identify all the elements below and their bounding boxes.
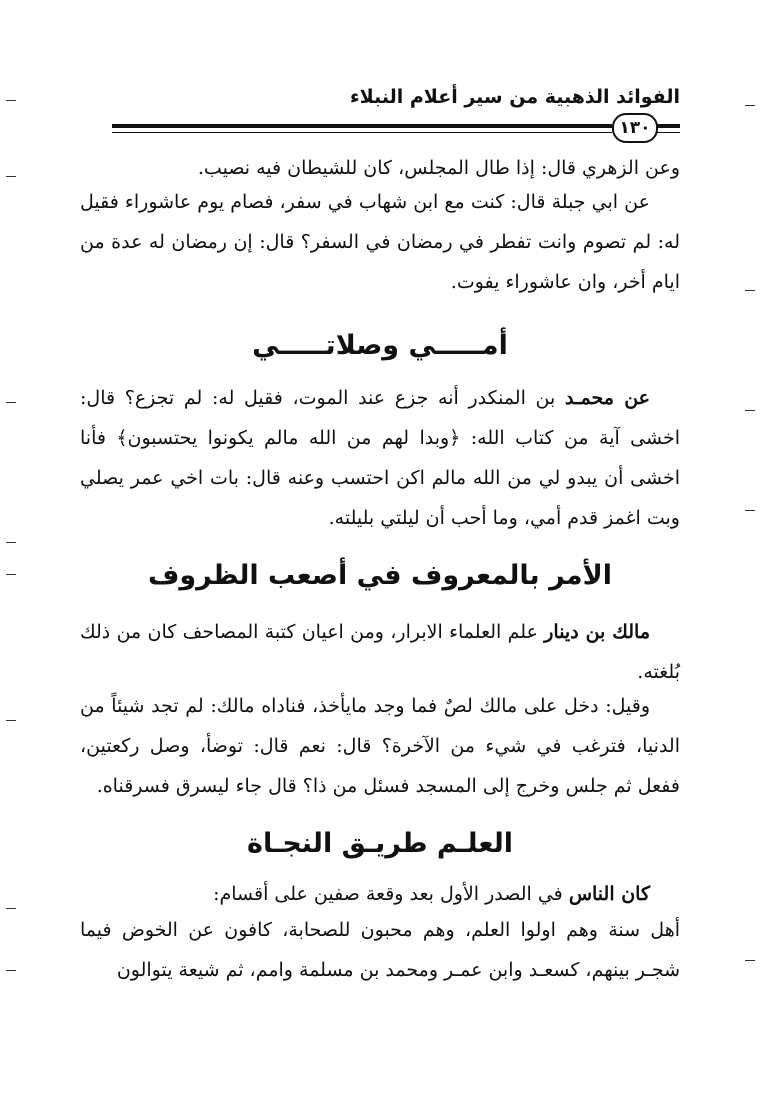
margin-tick — [6, 908, 16, 909]
margin-tick — [6, 542, 16, 543]
heading-knowledge-path: العلـم طريـق النجـاة — [247, 828, 513, 859]
paragraph-people-groups — [80, 874, 680, 914]
paragraph-munkadir — [80, 378, 680, 538]
paragraph-ahl-sunna: أهل سنة وهم اولوا العلم، وهم محبون للصحابة، كافون عن الخوض فيما شجـر بينهم، كسعـد وابن عمـر ومحمد بن مسلمة وامم، ثم شيعة يتوالون — [80, 919, 680, 981]
paragraph-munkadir-body: بن المنكدر أنه جزع عند الموت، فقيل له: لم تجزع؟ قال: اخشى آية من كتاب الله: ﴿وبدا لهم من الله مالم يكونوا يحتسبون﴾ فأنا اخشى أن يبدو لي من الله مالم اكن احتسب وعنه قال: بات اخي عمر يصلي وبت اغمز قدم أمي، وما أحب أن ليلتي بليلته. — [80, 387, 680, 529]
header-rule — [112, 124, 612, 128]
margin-tick — [6, 100, 16, 101]
page-number: ١٣٠ — [612, 113, 658, 143]
margin-tick — [6, 720, 16, 721]
margin-tick — [745, 960, 755, 961]
margin-tick — [745, 410, 755, 411]
margin-tick — [745, 510, 755, 511]
margin-tick — [6, 574, 16, 575]
margin-tick — [6, 970, 16, 971]
paragraph-people-lead: كان الناس — [568, 883, 650, 905]
paragraph-thief: وقيل: دخل على مالك لصٌ فما وجد مايأخذ، فناداه مالك: لم تجد شيئاً من الدنيا، فترغب في شيء من الآخرة؟ قال: نعم قال: توضأ، وصل ركعتين، ففعل ثم جلس وخرج إلى المسجد فسئل من ذا؟ قال جاء ليسرق فسرقناه. — [80, 695, 680, 797]
heading-enjoining-good: الأمر بالمعروف في أصعب الظروف — [148, 560, 612, 591]
paragraph-zuhri: وعن الزهري قال: إذا طال المجلس، كان للشيطان فيه نصيب. — [197, 157, 680, 179]
running-title: الفوائد الذهبية من سير أعلام النبلاء — [349, 86, 680, 108]
margin-tick — [745, 105, 755, 106]
margin-tick — [745, 290, 755, 291]
margin-tick — [6, 402, 16, 403]
paragraph-malik — [80, 612, 680, 692]
header-rule-right — [656, 124, 680, 128]
paragraph-munkadir-lead: عن محمـد — [564, 387, 650, 409]
header-rule-right-thin — [656, 132, 680, 133]
paragraph-abi-jabala: عن ابي جبلة قال: كنت مع ابن شهاب في سفر، فصام يوم عاشوراء فقيل له: لم تصوم وانت تفطر في رمضان في السفر؟ قال: إن رمضان له عدة من ايام أخر، وان عاشوراء يفوت. — [80, 191, 680, 293]
margin-tick — [6, 176, 16, 177]
paragraph-malik-body: علم العلماء الابرار، ومن اعيان كتبة المصاحف كان من ذلك بُلغته. — [80, 621, 680, 683]
header-rule-thin — [112, 132, 612, 133]
heading-mother-prayer: أمـــــي وصلاتـــــي — [252, 330, 508, 361]
paragraph-people-body: في الصدر الأول بعد وقعة صفين على أقسام: — [213, 883, 569, 905]
paragraph-malik-lead: مالك بن دينار — [544, 621, 650, 643]
